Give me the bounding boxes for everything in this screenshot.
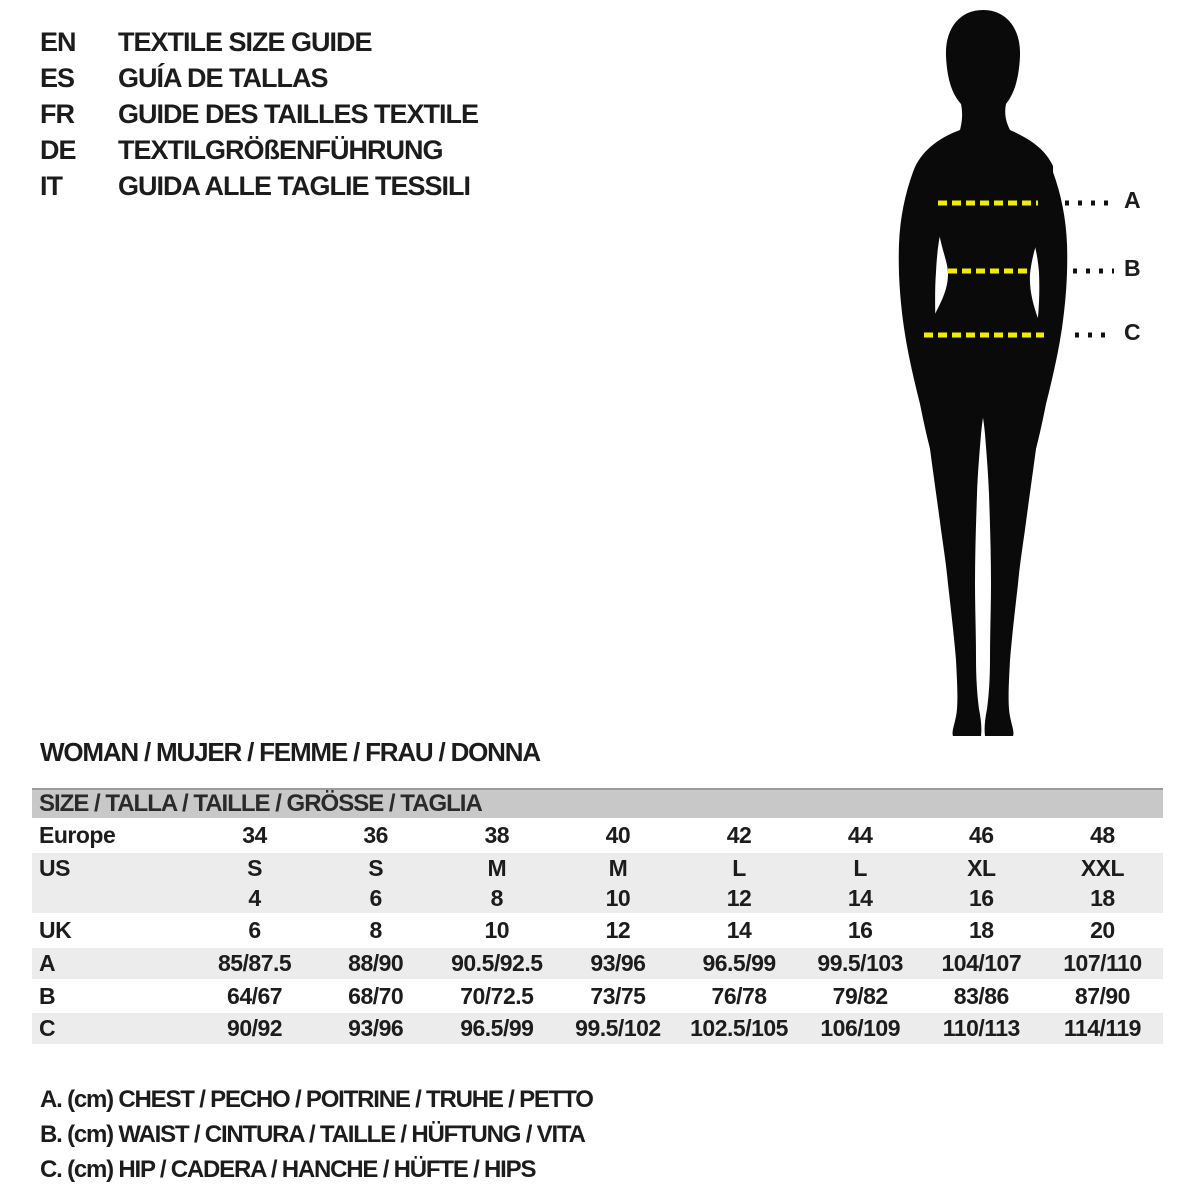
size-cell: 8 bbox=[490, 884, 503, 911]
table-row-waist bbox=[32, 979, 1163, 1013]
footnote-hip: C. (cm) HIP / CADERA / HANCHE / HÜFTE / HIPS bbox=[40, 1156, 536, 1183]
size-cell: 85/87.5 bbox=[217, 950, 292, 976]
size-cell: 10 bbox=[484, 917, 510, 943]
language-label: TEXTILGRÖßENFÜHRUNG bbox=[118, 135, 443, 165]
language-guide-list bbox=[40, 24, 478, 204]
measure-label-chest: A bbox=[1124, 187, 1141, 213]
measure-label-hip: C bbox=[1124, 319, 1141, 345]
language-row-es bbox=[40, 60, 478, 96]
size-cell: 79/82 bbox=[832, 982, 888, 1009]
table-row-chest bbox=[32, 948, 1163, 979]
table-row-us-letter bbox=[32, 853, 1163, 883]
size-cell: 8 bbox=[369, 917, 382, 943]
language-code: IT bbox=[40, 171, 62, 201]
language-row-fr bbox=[40, 96, 478, 132]
size-cell: 16 bbox=[847, 917, 873, 943]
size-cell: 12 bbox=[605, 917, 631, 943]
size-cell: 114/119 bbox=[1063, 1015, 1141, 1041]
size-table-header: SIZE / TALLA / TAILLE / GRÖSSE / TAGLIA bbox=[32, 788, 1163, 818]
size-cell: 46 bbox=[969, 822, 994, 848]
size-cell: S bbox=[368, 854, 384, 881]
size-cell: 18 bbox=[1090, 884, 1115, 911]
language-row-it bbox=[40, 168, 478, 204]
size-cell: 12 bbox=[726, 884, 752, 911]
table-row-europe bbox=[32, 818, 1163, 853]
table-row-uk bbox=[32, 913, 1163, 948]
size-cell: 14 bbox=[847, 884, 873, 911]
size-cell: 36 bbox=[363, 822, 388, 848]
size-cell: 93/96 bbox=[590, 950, 646, 976]
language-code: EN bbox=[40, 27, 76, 57]
language-label: TEXTILE SIZE GUIDE bbox=[118, 27, 372, 57]
size-cell: 6 bbox=[369, 884, 382, 911]
size-cell: XXL bbox=[1080, 854, 1125, 881]
language-label: GUIDA ALLE TAGLIE TESSILI bbox=[118, 171, 470, 201]
measurement-figure bbox=[868, 0, 1200, 740]
row-label: B bbox=[39, 982, 56, 1009]
size-cell: 70/72.5 bbox=[460, 982, 534, 1009]
size-cell: 64/67 bbox=[227, 982, 283, 1009]
language-code: ES bbox=[40, 63, 75, 93]
size-cell: 73/75 bbox=[590, 982, 646, 1009]
row-label: Europe bbox=[39, 822, 116, 848]
size-cell: 20 bbox=[1090, 917, 1115, 943]
size-cell: 96.5/99 bbox=[460, 1015, 534, 1041]
size-cell: 99.5/102 bbox=[575, 1015, 661, 1041]
size-cell: 99.5/103 bbox=[817, 950, 903, 976]
size-cell: M bbox=[487, 854, 507, 881]
size-cell: 88/90 bbox=[348, 950, 404, 976]
size-cell: 10 bbox=[605, 884, 631, 911]
footnote-chest: A. (cm) CHEST / PECHO / POITRINE / TRUHE / PETTO bbox=[40, 1086, 593, 1113]
language-row-de bbox=[40, 132, 478, 168]
language-label: GUIDE DES TAILLES TEXTILE bbox=[118, 99, 479, 129]
size-cell: 102.5/105 bbox=[690, 1015, 788, 1041]
size-cell: 16 bbox=[969, 884, 994, 911]
size-cell: XL bbox=[967, 854, 996, 881]
table-row-us-number bbox=[32, 883, 1163, 913]
row-label: UK bbox=[39, 917, 72, 943]
size-cell: 106/109 bbox=[820, 1015, 900, 1041]
size-cell: 42 bbox=[726, 822, 752, 848]
measurement-footnotes bbox=[40, 1082, 593, 1187]
size-cell: 4 bbox=[248, 884, 261, 911]
size-cell: 107/110 bbox=[1063, 950, 1142, 976]
table-row-hip bbox=[32, 1013, 1163, 1044]
size-cell: 93/96 bbox=[348, 1015, 404, 1041]
size-cell: 90/92 bbox=[227, 1015, 283, 1041]
row-label: US bbox=[39, 854, 70, 881]
size-cell: 76/78 bbox=[711, 982, 767, 1009]
size-cell: 44 bbox=[847, 822, 873, 848]
size-cell: 68/70 bbox=[348, 982, 404, 1009]
size-cell: 87/90 bbox=[1074, 982, 1130, 1009]
language-code: FR bbox=[40, 99, 74, 129]
size-cell: 6 bbox=[248, 917, 261, 943]
woman-silhouette bbox=[868, 0, 1128, 740]
size-cell: 110/113 bbox=[942, 1015, 1020, 1041]
size-cell: 34 bbox=[242, 822, 267, 848]
row-label: C bbox=[39, 1015, 56, 1041]
size-cell: M bbox=[608, 854, 628, 881]
size-cell: 48 bbox=[1090, 822, 1115, 848]
row-label: A bbox=[39, 950, 56, 976]
size-cell: 18 bbox=[969, 917, 994, 943]
size-cell: 14 bbox=[726, 917, 752, 943]
size-cell: 40 bbox=[605, 822, 631, 848]
size-cell: S bbox=[247, 854, 262, 881]
footnote-waist: B. (cm) WAIST / CINTURA / TAILLE / HÜFTUNG / VITA bbox=[40, 1121, 585, 1148]
size-cell: 83/86 bbox=[953, 982, 1009, 1009]
size-cell: 96.5/99 bbox=[702, 950, 776, 976]
size-cell: 104/107 bbox=[941, 950, 1022, 976]
language-label: GUÍA DE TALLAS bbox=[118, 63, 328, 93]
size-cell: L bbox=[732, 854, 746, 881]
language-code: DE bbox=[40, 135, 76, 165]
size-cell: 38 bbox=[484, 822, 510, 848]
gender-heading: WOMAN / MUJER / FEMME / FRAU / DONNA bbox=[40, 737, 540, 767]
size-cell: L bbox=[853, 854, 867, 881]
measure-label-waist: B bbox=[1124, 255, 1141, 281]
size-table bbox=[32, 788, 1163, 1044]
language-row-en bbox=[40, 24, 478, 60]
size-cell: 90.5/92.5 bbox=[451, 950, 543, 976]
